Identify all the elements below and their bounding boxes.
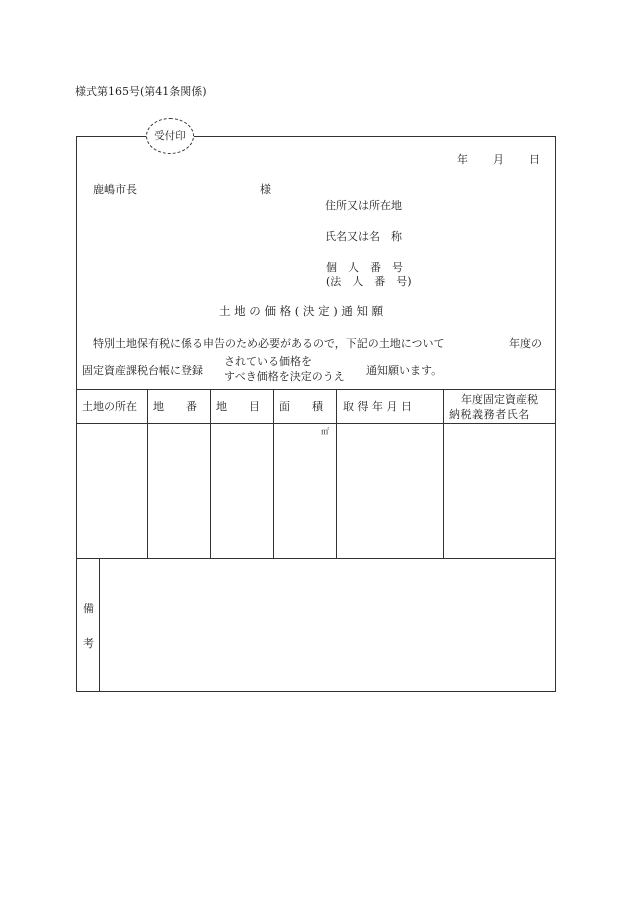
personal-number-label: 個 人 番 号 [326,261,403,274]
column-divider [273,389,274,558]
date-month-label: 月 [493,153,504,166]
corporate-number-label: (法 人 番 号) [326,275,412,288]
reception-stamp-label: 受付印 [154,130,186,142]
header-acquisition-date: 取 得 年 月 日 [343,400,412,413]
header-taxpayer-line1: 年度固定資産税 [461,393,538,406]
document-title: 土 地 の 価 格 ( 決 定 ) 通 知 願 [219,304,384,318]
remarks-label-char2: 考 [83,637,94,650]
remarks-top-rule [76,558,556,559]
area-unit: ㎡ [321,427,329,436]
body-line2-start: 固定資産課税台帳に登録 [82,364,203,377]
column-divider [147,389,148,558]
date-day-label: 日 [529,153,540,166]
remarks-divider [99,558,100,692]
header-location: 土地の所在 [82,400,137,413]
header-area: 面 積 [279,400,323,413]
body-line2-end: 通知願います。 [366,364,443,377]
address-label: 住所又は所在地 [325,199,402,212]
column-divider [210,389,211,558]
column-divider [336,389,337,558]
header-taxpayer-line2: 納税義務者氏名 [449,408,530,421]
name-label: 氏名又は名 称 [325,230,402,243]
column-divider [443,389,444,558]
remarks-label-char1: 備 [83,602,94,615]
form-number: 様式第165号(第41条関係) [75,85,207,98]
header-lot-number: 地 番 [153,400,197,413]
option-to-determine: すべき価格を決定のうえ [224,370,345,383]
table-top-rule [76,389,556,390]
header-land-category: 地 目 [216,400,260,413]
addressee: 鹿嶋市長 [93,183,137,196]
body-line1: 特別土地保有税に係る申告のため必要があるので，下記の土地について [93,337,445,350]
reception-stamp-area [146,118,194,154]
body-line1-year-suffix: 年度の [509,337,542,350]
date-year-label: 年 [457,153,468,166]
honorific: 様 [260,183,271,196]
option-registered: されている価格を [224,355,312,368]
table-header-rule [76,423,556,424]
